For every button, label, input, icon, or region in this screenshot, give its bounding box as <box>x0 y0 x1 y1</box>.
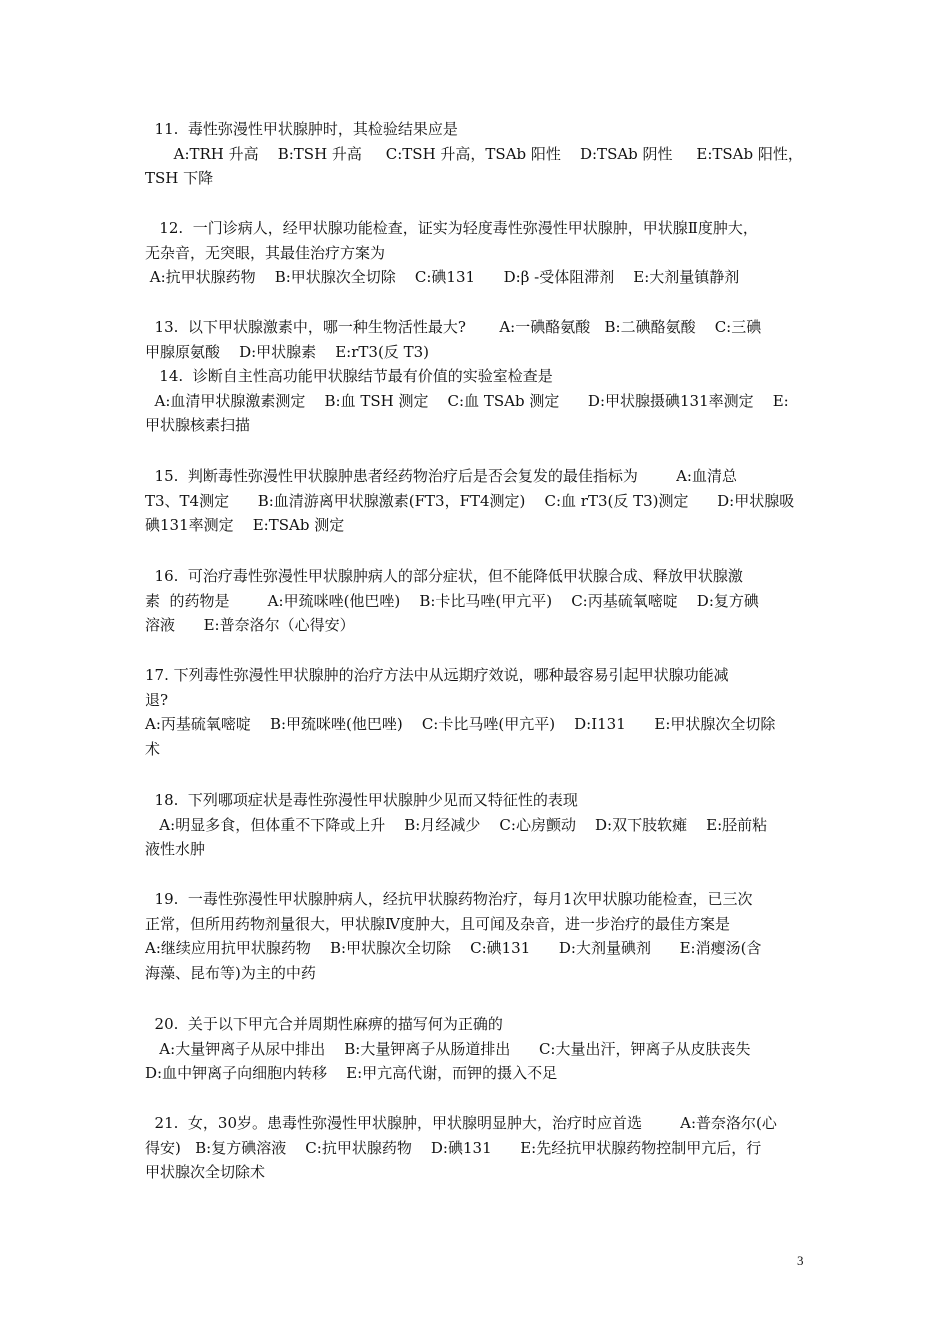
question-options: A:TRH 升高 B:TSH 升高 C:TSH 升高，TSAb 阳性 D:TSAb 阴性 E:TSAb 阳性， <box>145 144 803 163</box>
question-line: 退? <box>145 690 169 709</box>
question-options: 术 <box>145 739 161 758</box>
question-13-14 <box>145 315 811 438</box>
question-18 <box>145 788 811 862</box>
question-11 <box>145 117 811 191</box>
question-line: 14. 诊断自主性高功能甲状腺结节最有价值的实验室检查是 <box>145 367 553 385</box>
question-line: 16. 可治疗毒性弥漫性甲状腺肿病人的部分症状，但不能降低甲状腺合成、释放甲状腺激 <box>145 567 743 585</box>
question-options: 碘131率测定 E:TSAb 测定 <box>145 516 345 534</box>
question-line: 15. 判断毒性弥漫性甲状腺肿患者经药物治疗后是否会复发的最佳指标为 A:血清总 <box>145 467 737 485</box>
question-17 <box>145 663 811 761</box>
question-options: 液性水肿 <box>145 840 206 858</box>
question-options: TSH 下降 <box>145 169 214 187</box>
question-options: 甲状腺核素扫描 <box>145 416 251 434</box>
question-line: 13. 以下甲状腺激素中，哪一种生物活性最大? A:一碘酪氨酸 B:二碘酪氨酸 C:三碘 <box>145 318 762 336</box>
question-line: 正常，但所用药物剂量很大，甲状腺Ⅳ度肿大，且可闻及杂音，进一步治疗的最佳方案是 <box>145 914 730 933</box>
question-options: 甲状腺次全切除术 <box>145 1163 266 1181</box>
question-line: 20. 关于以下甲亢合并周期性麻痹的描写何为正确的 <box>145 1015 503 1033</box>
question-options: A:明显多食，但体重不下降或上升 B:月经减少 C:心房颤动 D:双下肢软瘫 E:胫前粘 <box>145 815 768 834</box>
question-line: 12. 一门诊病人，经甲状腺功能检查，证实为轻度毒性弥漫性甲状腺肿，甲状腺Ⅱ度肿大， <box>145 219 758 237</box>
question-line: 18. 下列哪项症状是毒性弥漫性甲状腺肿少见而又特征性的表现 <box>145 791 578 809</box>
question-15 <box>145 464 811 538</box>
question-16 <box>145 564 811 638</box>
question-line: 19. 一毒性弥漫性甲状腺肿病人，经抗甲状腺药物治疗，每月1次甲状腺功能检查，已三次 <box>145 890 753 908</box>
question-options: 得安) B:复方碘溶液 C:抗甲状腺药物 D:碘131 E:先经抗甲状腺药物控制甲亢后，行 <box>145 1138 762 1157</box>
question-options: A:血清甲状腺激素测定 B:血 TSH 测定 C:血 TSAb 测定 D:甲状腺摄碘131率测定 E: <box>145 391 789 410</box>
question-line: 17. 下列毒性弥漫性甲状腺肿的治疗方法中从远期疗效说，哪种最容易引起甲状腺功能减 <box>145 666 729 684</box>
question-line: 21. 女，30岁。患毒性弥漫性甲状腺肿，甲状腺明显肿大，治疗时应首选 A:普奈洛尔(心 <box>145 1114 777 1132</box>
question-options: A:抗甲状腺药物 B:甲状腺次全切除 C:碘131 D:β -受体阻滞剂 E:大剂量镇静剂 <box>145 268 740 286</box>
question-options: A:继续应用抗甲状腺药物 B:甲状腺次全切除 C:碘131 D:大剂量碘剂 E:消瘿汤(含 <box>145 939 762 957</box>
question-options: A:大量钾离子从尿中排出 B:大量钾离子从肠道排出 C:大量出汗，钾离子从皮肤丧失 <box>145 1039 751 1058</box>
page-number: 3 <box>797 1253 804 1268</box>
question-options: 海藻、昆布等)为主的中药 <box>145 963 316 982</box>
question-12 <box>145 216 811 290</box>
question-line: 11. 毒性弥漫性甲状腺肿时，其检验结果应是 <box>145 120 458 138</box>
question-options: 溶液 E:普奈洛尔（心得安） <box>145 616 355 634</box>
question-options: 甲腺原氨酸 D:甲状腺素 E:rT3(反 T3) <box>145 342 429 361</box>
question-options: D:血中钾离子向细胞内转移 E:甲亢高代谢，而钾的摄入不足 <box>145 1064 558 1082</box>
question-options: T3、T4测定 B:血清游离甲状腺激素(FT3，FT4测定) C:血 rT3(反 T3)测定 D:甲状腺吸 <box>145 491 795 510</box>
question-line: 无杂音，无突眼，其最佳治疗方案为 <box>145 243 386 262</box>
question-19 <box>145 887 811 985</box>
question-21 <box>145 1111 811 1185</box>
question-20 <box>145 1012 811 1086</box>
question-options: A:丙基硫氧嘧啶 B:甲巯咪唑(他巴唑) C:卡比马唑(甲亢平) D:I131 E:甲状腺次全切除 <box>145 715 776 733</box>
question-options: 素 的药物是 A:甲巯咪唑(他巴唑) B:卡比马唑(甲亢平) C:丙基硫氧嘧啶 D:复方碘 <box>145 591 759 610</box>
